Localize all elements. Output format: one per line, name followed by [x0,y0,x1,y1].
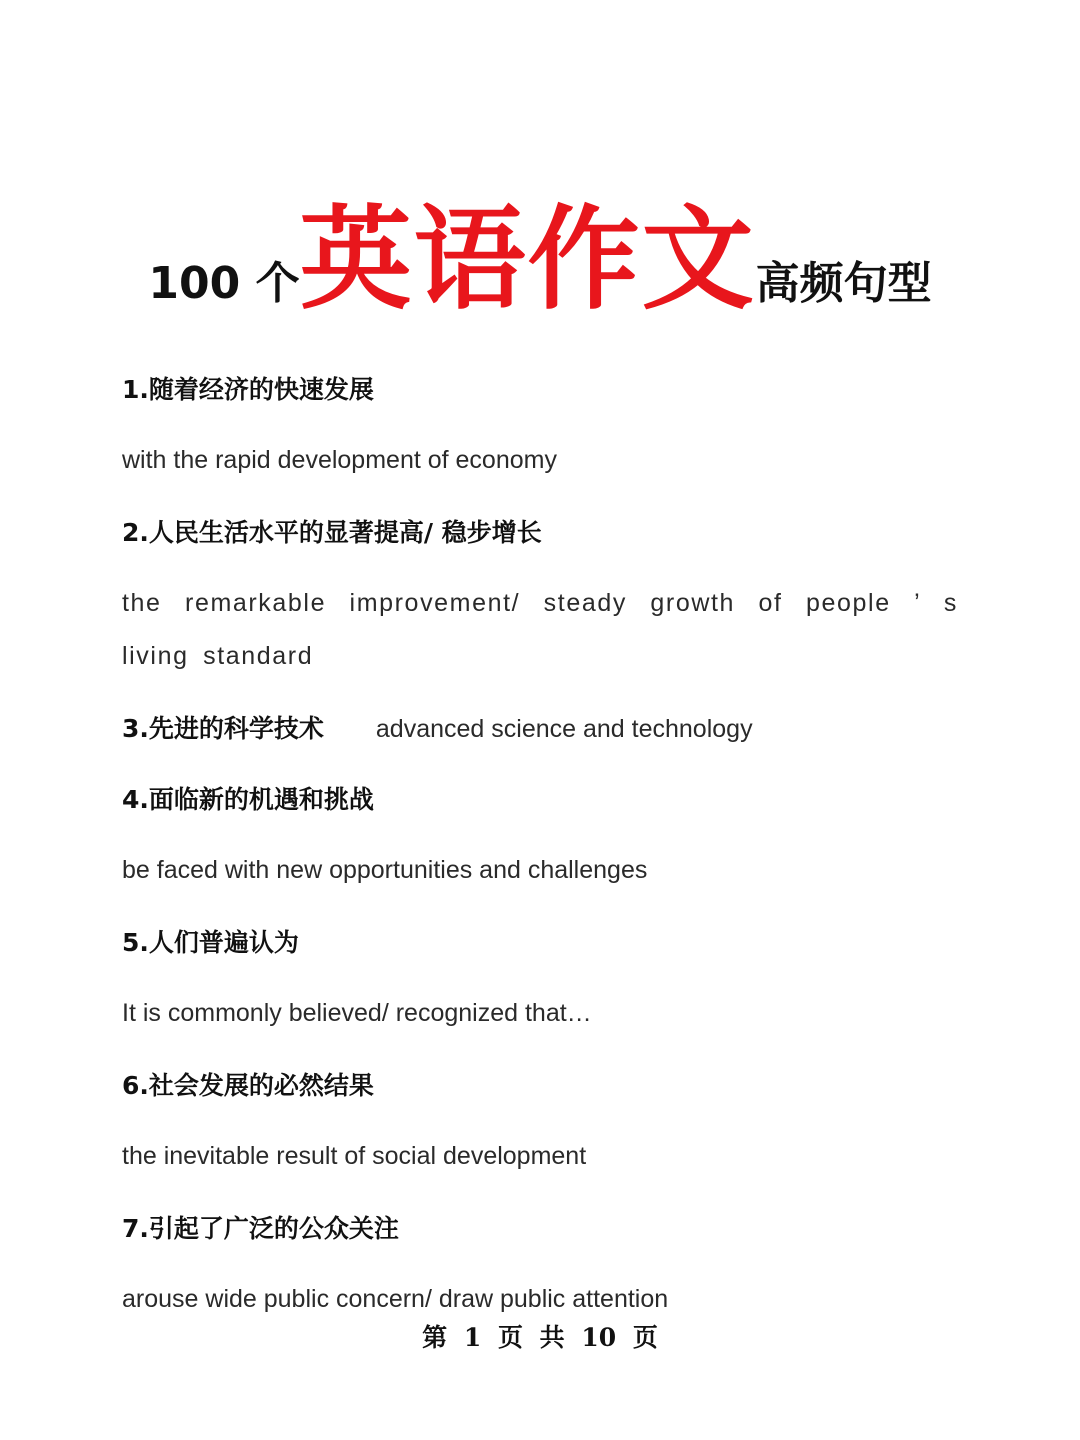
entry-english: arouse wide public concern/ draw public attention [122,1285,669,1313]
sentence-list [122,368,958,1350]
entry-english: with the rapid development of economy [122,446,557,474]
entry-chinese: 5.人们普遍认为 [122,928,299,957]
entry-chinese: 3.先进的科学技术 [122,714,324,743]
list-item [122,1064,958,1183]
entry-chinese: 7.引起了广泛的公众关注 [122,1214,399,1243]
page-title [0,170,1080,331]
page-number: 第 1 页 共 10 页 [422,1323,658,1352]
entry-chinese: 2.人民生活水平的显著提高/ 稳步增长 [122,518,542,547]
title-prefix: 100 个 [148,258,300,309]
title-main: 英语作文 [299,195,756,325]
list-item [122,1207,958,1326]
list-item [122,511,958,683]
list-item [122,778,958,897]
entry-english: advanced science and technology [375,715,753,743]
entry-chinese: 6.社会发展的必然结果 [122,1071,374,1100]
entry-chinese: 4.面临新的机遇和挑战 [122,785,374,814]
entry-english: It is commonly believed/ recognized that… [122,999,592,1027]
entry-english: the inevitable result of social development [122,1142,587,1170]
entry-english: be faced with new opportunities and challenges [122,856,648,884]
title-suffix: 高频句型 [755,258,932,309]
list-item [122,921,958,1040]
entry-english: the remarkable improvement/ steady growth of people ’ s living standard [122,589,958,670]
list-item [122,707,958,754]
list-item [122,368,958,487]
entry-chinese: 1.随着经济的快速发展 [122,375,374,404]
